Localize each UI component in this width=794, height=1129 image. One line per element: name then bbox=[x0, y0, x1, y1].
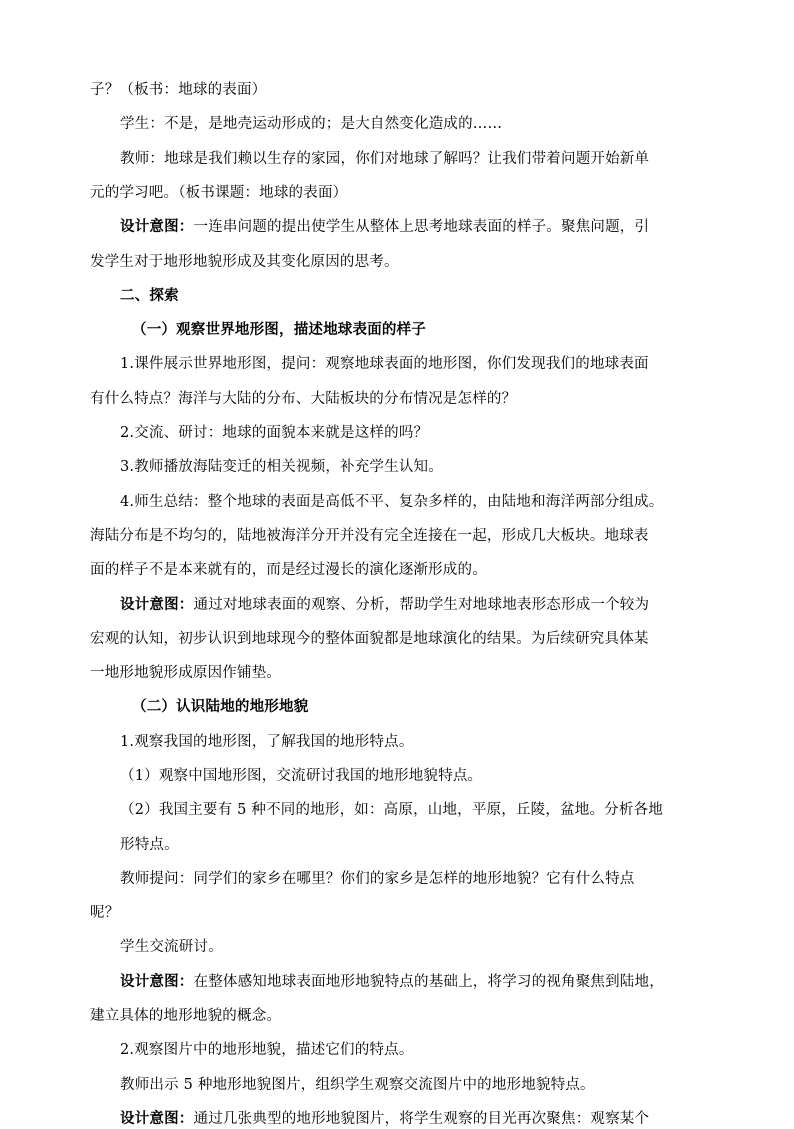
text-line bbox=[120, 1075, 595, 1095]
text-segment: 元的学习吧。（板书课题：地球的表面） bbox=[90, 185, 348, 201]
text-segment: 呢？ bbox=[90, 905, 120, 921]
text-segment: 有什么特点？海洋与大陆的分布、大陆板块的分布情况是怎样的？ bbox=[90, 391, 517, 407]
text-line bbox=[132, 697, 308, 717]
text-segment: 形特点。 bbox=[120, 837, 179, 853]
text-line bbox=[120, 1109, 649, 1129]
text-line bbox=[90, 526, 649, 546]
text-line bbox=[90, 80, 266, 100]
text-line bbox=[120, 937, 223, 957]
text-segment: 教师提问：同学们的家乡在哪里？你们的家乡是怎样的地形地貌？它有什么特点 bbox=[120, 871, 635, 887]
text-line bbox=[90, 183, 347, 203]
text-segment: 1.观察我国的地形图，了解我国的地形特点。 bbox=[120, 734, 414, 750]
text-line bbox=[90, 1006, 281, 1026]
text-segment: 海陆分布是不均匀的，陆地被海洋分开并没有完全连接在一起，形成几大板块。地球表 bbox=[90, 528, 649, 544]
text-segment: 教师出示 5 种地形地貌图片，组织学生观察交流图片中的地形地貌特点。 bbox=[120, 1077, 595, 1093]
text-line bbox=[120, 800, 663, 820]
text-segment: 3.教师播放海陆变迁的相关视频，补充学生认知。 bbox=[120, 459, 443, 475]
text-segment: 1.课件展示世界地形图，提问：观察地球表面的地形图，你们发现我们的地球表面 bbox=[120, 356, 649, 372]
text-segment: 一地形地貌形成原因作铺垫。 bbox=[90, 665, 282, 681]
text-segment: 通过几张典型的地形地貌图片，将学生观察的目光再次聚焦：观察某个 bbox=[193, 1111, 650, 1127]
text-line bbox=[120, 869, 635, 889]
text-line bbox=[90, 560, 487, 580]
bold-text-segment: 设计意图： bbox=[120, 1110, 194, 1127]
text-line bbox=[120, 972, 664, 992]
bold-text-segment: 设计意图： bbox=[120, 973, 194, 990]
text-line bbox=[120, 286, 179, 306]
bold-text-segment: （二）认识陆地的地形地貌 bbox=[132, 698, 309, 715]
text-segment: 在整体感知地球表面地形地貌特点的基础上，将学习的视角聚焦到陆地， bbox=[193, 974, 664, 990]
text-line bbox=[90, 252, 399, 272]
text-line bbox=[132, 320, 426, 340]
text-segment: 子？（板书：地球的表面） bbox=[90, 82, 267, 98]
text-segment: （1）观察中国地形图，交流研讨我国的地形地貌特点。 bbox=[120, 768, 483, 784]
bold-text-segment: （一）观察世界地形图，描述地球表面的样子 bbox=[132, 321, 426, 338]
text-segment: 学生交流研讨。 bbox=[120, 939, 223, 955]
text-line bbox=[120, 732, 414, 752]
text-segment: （2）我国主要有 5 种不同的地形，如：高原，山地，平原，丘陵，盆地。分析各地 bbox=[120, 802, 663, 818]
text-segment: 教师：地球是我们赖以生存的家园，你们对地球了解吗？让我们带着问题开始新单 bbox=[120, 151, 650, 167]
text-line bbox=[90, 903, 119, 923]
text-segment: 建立具体的地形地貌的概念。 bbox=[90, 1008, 282, 1024]
text-line bbox=[120, 354, 649, 374]
text-line bbox=[120, 595, 649, 615]
text-line bbox=[90, 629, 649, 649]
text-line bbox=[120, 149, 649, 169]
text-segment: 2.观察图片中的地形地貌，描述它们的特点。 bbox=[120, 1042, 414, 1058]
text-segment: 发学生对于地形地貌形成及其变化原因的思考。 bbox=[90, 254, 399, 270]
text-line bbox=[120, 835, 179, 855]
text-line bbox=[120, 114, 502, 134]
text-segment: 一连串问题的提出使学生从整体上思考地球表面的样子。聚焦问题，引 bbox=[193, 219, 650, 235]
text-segment: 宏观的认知，初步认识到地球现今的整体面貌都是地球演化的结果。为后续研究具体某 bbox=[90, 631, 649, 647]
bold-text-segment: 设计意图： bbox=[120, 596, 194, 613]
text-segment: 4.师生总结：整个地球的表面是高低不平、复杂多样的，由陆地和海洋两部分组成。 bbox=[120, 494, 664, 510]
text-line bbox=[120, 766, 482, 786]
bold-text-segment: 设计意图： bbox=[120, 218, 194, 235]
text-line bbox=[120, 457, 443, 477]
text-segment: 2.交流、研讨：地球的面貌本来就是这样的吗？ bbox=[120, 425, 429, 441]
text-line bbox=[90, 663, 281, 683]
text-segment: 学生：不是，是地壳运动形成的；是大自然变化造成的…… bbox=[120, 116, 503, 132]
text-segment: 通过对地球表面的观察、分析，帮助学生对地球地表形态形成一个较为 bbox=[193, 597, 650, 613]
text-line bbox=[120, 1040, 414, 1060]
text-line bbox=[120, 492, 663, 512]
text-line bbox=[120, 423, 428, 443]
text-line bbox=[90, 389, 516, 409]
bold-text-segment: 二、探索 bbox=[120, 287, 179, 304]
text-line bbox=[120, 217, 649, 237]
text-segment: 面的样子不是本来就有的，而是经过漫长的演化逐渐形成的。 bbox=[90, 562, 487, 578]
